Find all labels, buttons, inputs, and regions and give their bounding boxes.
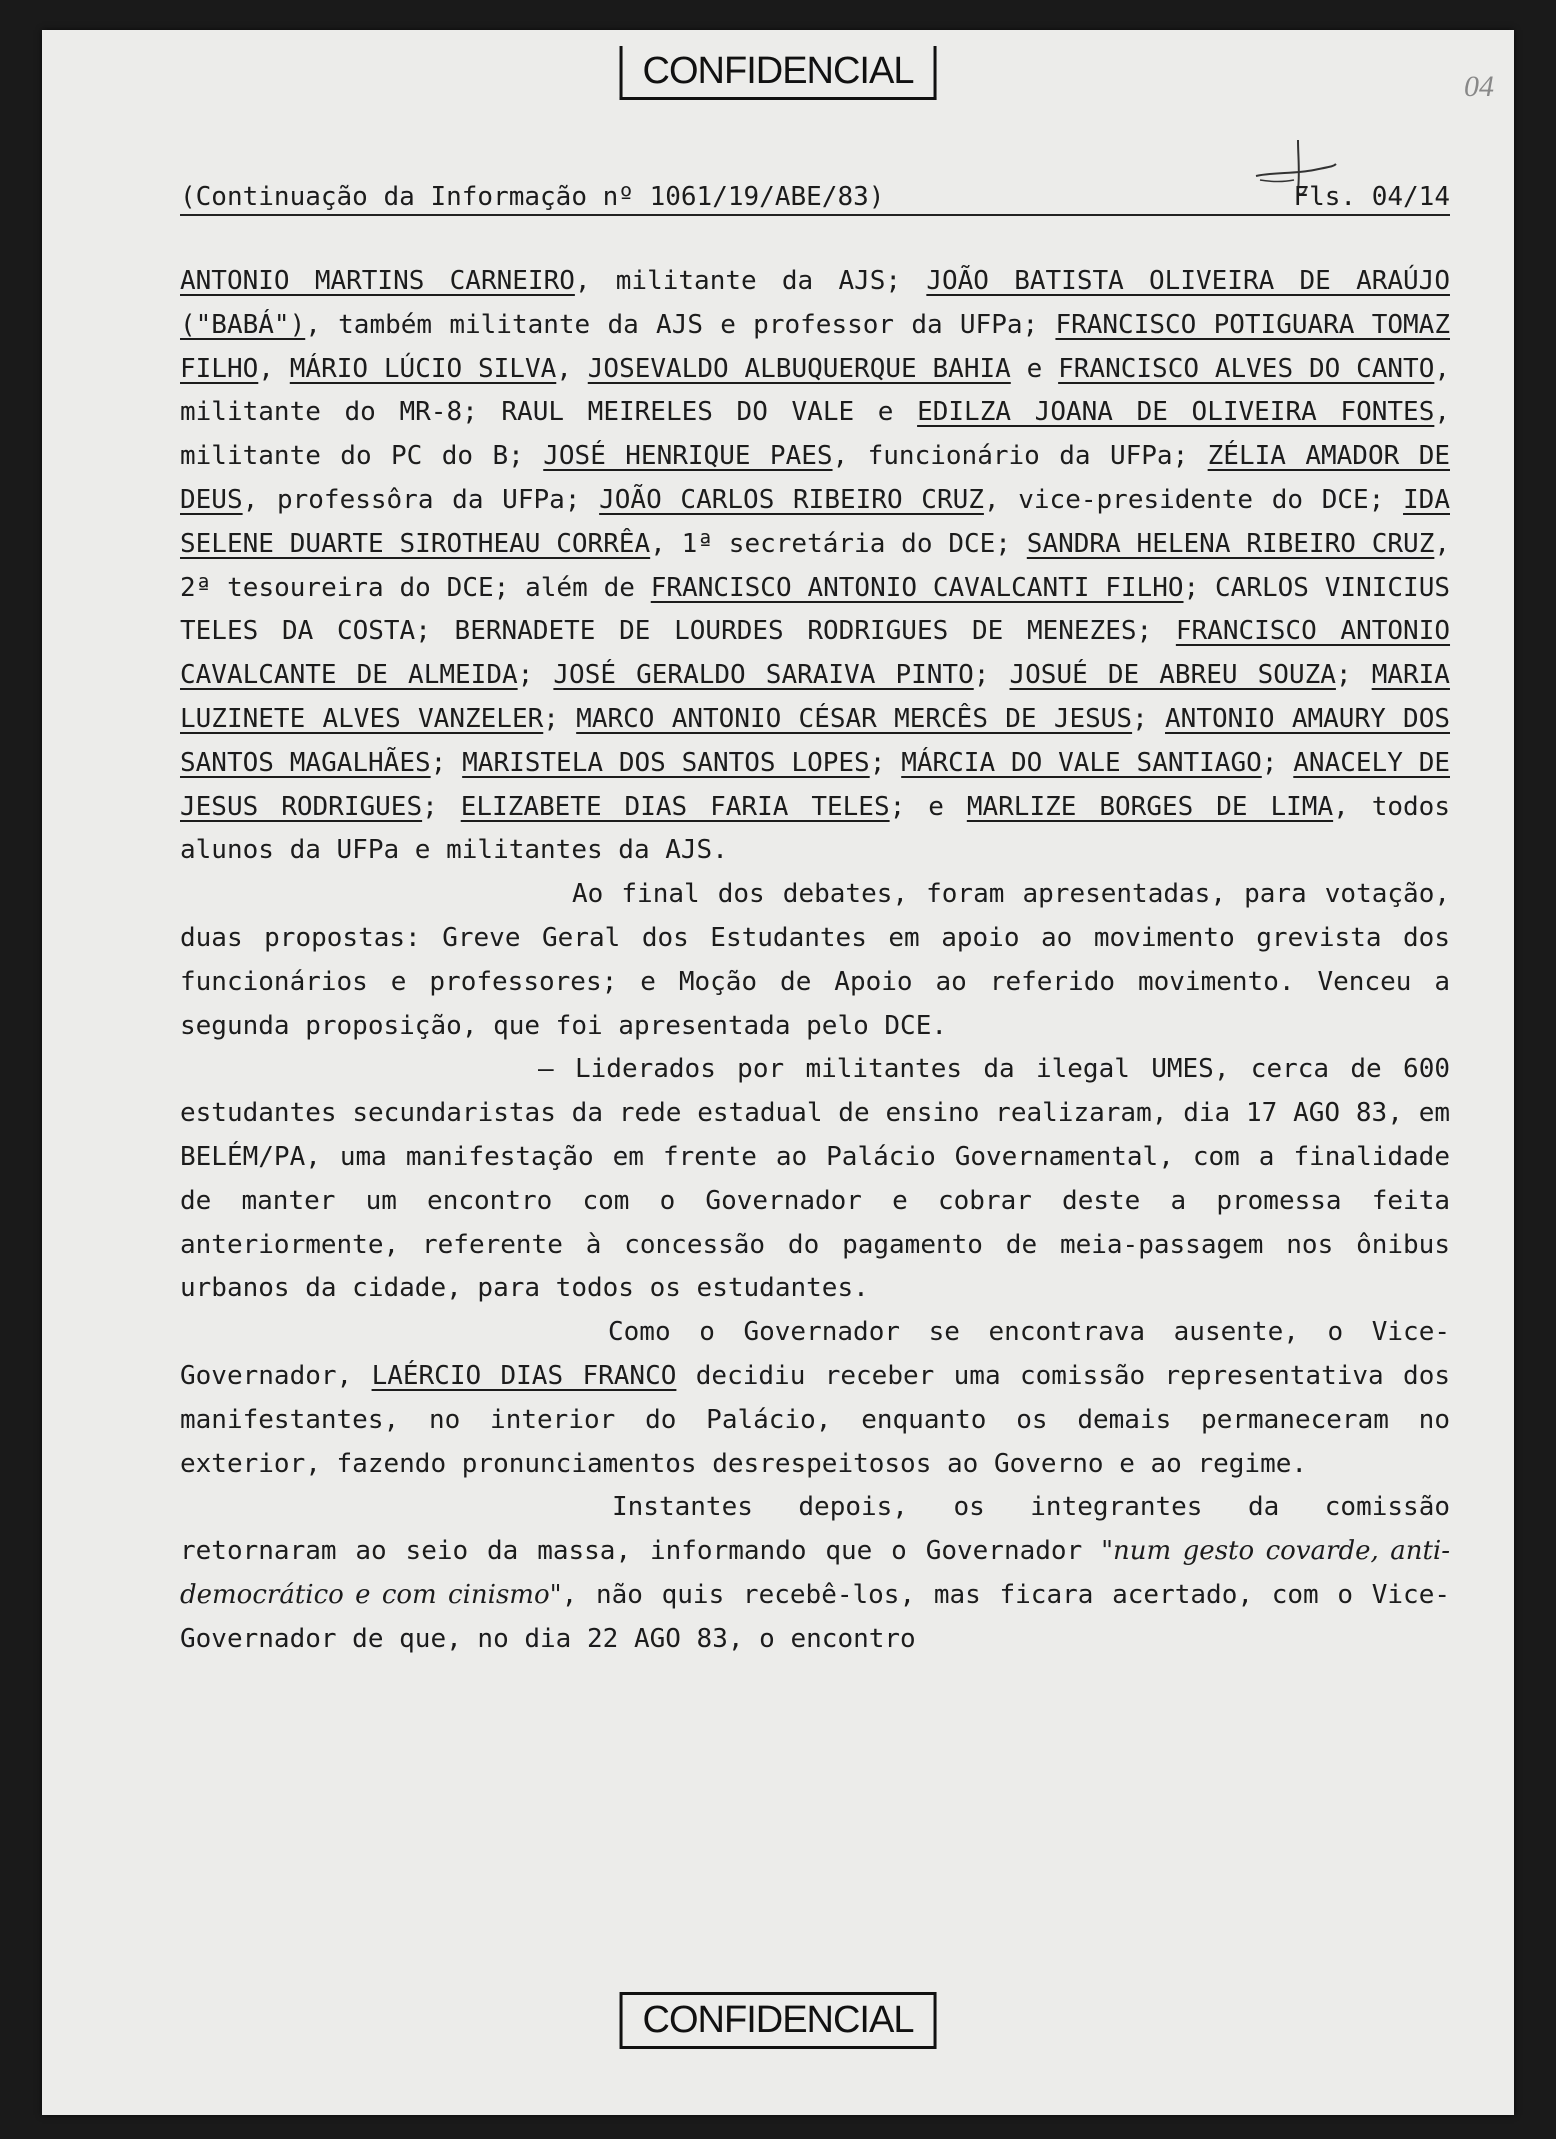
text-segment: decidiu receber uma comissão representativa dos manifestantes, no interior do Palácio, enquanto os demais permaneceram no exterior, fazendo pronunciamentos desrespeitosos ao Governo e ao regime. [180,1360,1451,1479]
underlined-name: JOSÉ GERALDO SARAIVA PINTO [553,660,974,691]
text-segment: , [258,353,290,384]
paragraph-vice-governor [180,1311,1450,1486]
underlined-name: EDILZA JOANA DE OLIVEIRA FONTES [917,397,1435,428]
underlined-name: FRANCISCO ALVES DO CANTO [1058,353,1435,384]
paragraph-debate-results [180,873,1450,1048]
quoted-statement: "num gesto covarde, anti-democrático e com cinismo" [180,1536,1451,1610]
underlined-name: MARIA LUZINETE ALVES VANZELER [180,660,1450,734]
text-segment: , funcionário da UFPa; [832,441,1208,472]
text-segment: , todos alunos da UFPa e militantes da AJS. [180,791,1450,866]
underlined-name: JOÃO CARLOS RIBEIRO CRUZ [599,484,984,515]
text-segment: , 1ª secretária do DCE; [650,528,1027,559]
text-segment: ; [430,747,463,778]
document-page [42,30,1514,2115]
underlined-name: JOÃO BATISTA OLIVEIRA DE ARAÚJO ("BABÁ") [180,266,1450,340]
confidential-stamp-top: CONFIDENCIAL [620,46,937,100]
text-segment: , também militante da AJS e professor da UFPa; [305,309,1056,340]
text-segment: ; [1132,703,1166,734]
header-title: (Continuação da Informação nº 1061/19/ABE/83) [180,182,885,212]
document-body [180,260,1450,1662]
text-segment: , militante do PC do B; [180,397,1450,472]
text-segment: , professôra da UFPa; [242,484,600,515]
text-segment: ; e [889,791,967,822]
underlined-name: FRANCISCO ANTONIO CAVALCANTE DE ALMEIDA [180,616,1451,691]
underlined-name: MARISTELA DOS SANTOS LOPES [462,747,870,778]
underlined-name: FRANCISCO POTIGUARA TOMAZ FILHO [180,309,1450,384]
underlined-name: FRANCISCO ANTONIO CAVALCANTI FILHO [650,572,1184,603]
underlined-name: ZÉLIA AMADOR DE DEUS [180,441,1450,515]
text-segment: , vice-presidente do DCE; [983,484,1404,515]
paragraph-student-protest [180,1048,1450,1311]
underlined-name: ELIZABETE DIAS FARIA TELES [460,791,890,822]
confidential-stamp-bottom: CONFIDENCIAL [620,1992,937,2049]
paragraph-commission-return [180,1486,1450,1661]
sheet-number: Fls. 04/14 [1293,182,1450,212]
text-segment: ; [517,660,554,691]
underlined-name: JOSEVALDO ALBUQUERQUE BAHIA [587,353,1011,384]
underlined-name: ANACELY DE JESUS RODRIGUES [180,747,1450,822]
handwritten-page-number: 04 [1464,70,1494,103]
underlined-name: MÁRCIA DO VALE SANTIAGO [901,747,1262,778]
text-segment: , não quis recebê-los, mas ficara acertado, com o Vice-Governador de que, no dia 22 AGO 83, o encontro [180,1579,1451,1654]
text-segment: – Liderados por militantes da ilegal UMES, cerca de 600 estudantes secundaristas da rede estadual de ensino realizaram, dia 17 AGO 83, em BELÉM/PA, uma manifestação em frente ao Palácio Governamental, com a finalidade de manter um encontro com o Governador e cobrar deste a promessa feita anteriormente, referente à concessão do pagamento de meia-passagem nos ônibus urbanos da cidade, para todos os estudantes. [180,1054,1450,1304]
underlined-name: IDA SELENE DUARTE SIROTHEAU CORRÊA [180,484,1450,559]
underlined-name: MARCO ANTONIO CÉSAR MERCÊS DE JESUS [576,703,1133,734]
underlined-name: ANTONIO MARTINS CARNEIRO [180,266,575,296]
underlined-name: ANTONIO AMAURY DOS SANTOS MAGALHÃES [180,703,1450,778]
text-segment: ; [973,660,1010,691]
underlined-name: LAÉRCIO DIAS FRANCO [371,1360,677,1391]
text-segment: e [1010,353,1059,384]
text-segment: Ao final dos debates, foram apresentadas, para votação, duas propostas: Greve Geral dos Estudantes em apoio ao movimento grevista dos funcionários e professores; e Moção de Apoio ao referido movimento. Venceu a segunda proposição, que foi apresentada pelo DCE. [180,879,1450,1041]
text-segment: ; [422,791,461,822]
underlined-name: JOSÉ HENRIQUE PAES [543,441,833,472]
paragraph-names-list [180,260,1450,873]
underlined-name: JOSUÉ DE ABREU SOUZA [1009,660,1336,691]
text-segment: , militante da AJS; [574,266,927,296]
text-segment: Instantes depois, os integrantes da comissão retornaram ao seio da massa, informando que o Governador [180,1492,1450,1567]
text-segment: Como o Governador se encontrava ausente, o Vice-Governador, [180,1317,1450,1391]
text-segment: ; [543,703,577,734]
text-segment: ; [869,747,902,778]
document-header [180,182,1450,216]
text-segment: , 2ª tesoureira do DCE; além de [180,528,1450,603]
underlined-name: MARLIZE BORGES DE LIMA [966,791,1334,822]
text-segment: , militante do MR-8; RAUL MEIRELES DO VALE e [180,353,1451,428]
text-segment: ; [1335,660,1372,691]
text-segment: ; CARLOS VINICIUS TELES DA COSTA; BERNADETE DE LOURDES RODRIGUES DE MENEZES; [180,572,1450,647]
underlined-name: SANDRA HELENA RIBEIRO CRUZ [1026,528,1435,559]
text-segment: ; [1261,747,1294,778]
text-segment: , [556,353,588,384]
underlined-name: MÁRIO LÚCIO SILVA [289,353,557,384]
